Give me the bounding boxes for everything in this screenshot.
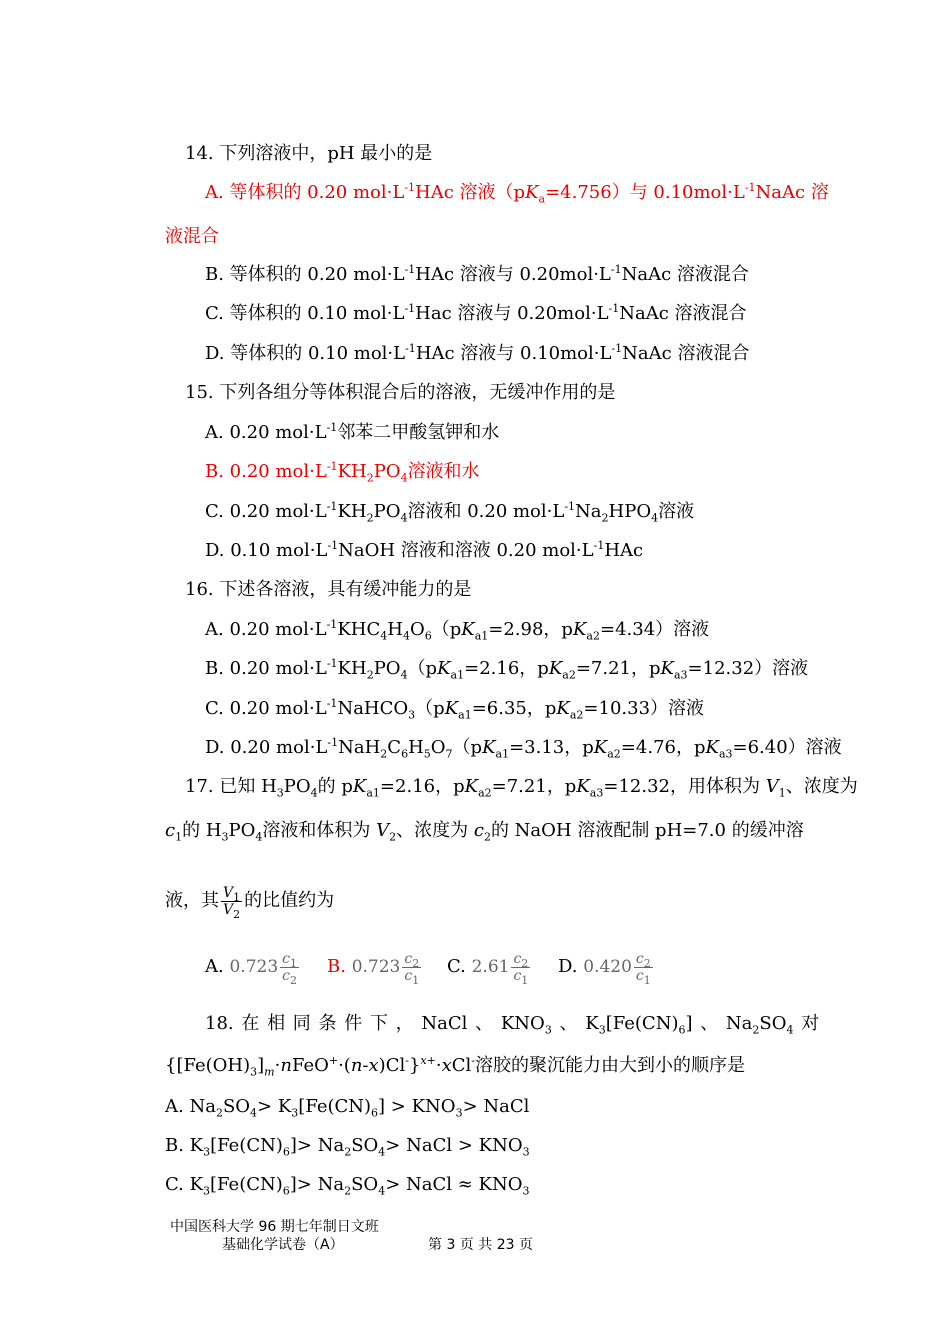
q14-option-a: A. 等体积的 0.20 $mol\cdot L^{-1}HAc$ 溶液$(pK_a=4.756)$与 $0.10mol\cdot L^{-1}NaAc$ 溶: [205, 181, 829, 206]
footer-school: 中国医科大学 96 期七年制日文班: [170, 1219, 379, 1235]
q14-option-a-cont: 液混合: [165, 226, 219, 247]
q18-line1: 18. 在 相 同 条 件 下 ， NaCl 、 $KNO_3$ 、 $K_3[Fe(CN)_6]$ 、 $Na_2SO_4$ 对: [205, 1013, 820, 1037]
q17-option-d: D. 0.420 $\frac{c_2}{c_1}$: [558, 950, 651, 987]
footer-exam-title: 基础化学试卷（A）: [222, 1237, 344, 1253]
q15-option-c: C. 0.20 $mol\cdot L^{-1}KH_2PO_4$溶液和 0.20 $mol\cdot L^{-1}Na_2HPO_4$溶液: [205, 500, 695, 525]
q16-option-a: A. 0.20 $mol\cdot L^{-1}KHC_4H_4O_6(pK_{a1}=2.98$，$pK_{a2}=4.34$）溶液: [205, 618, 710, 643]
q18-option-b: B. $K_3[Fe(CN)_6]> Na_2SO_4>$ NaCl > $KNO_3$: [165, 1135, 530, 1159]
q15-option-a: A. 0.20 $mol\cdot L^{-1}$邻苯二甲酸氢钾和水: [205, 421, 500, 443]
q17-line3: 液，其 $\frac{V_1}{V_2}$ 的比值约为: [165, 884, 335, 921]
q16-option-d: D. 0.20 $mol\cdot L^{-1}NaH_2C_6H_5O_7(pK_{a1}=3.13$，$pK_{a2}=4.76$，$pK_{a3}=6.40$）溶液: [205, 736, 842, 761]
footer-page-number: 第 3 页 共 23 页: [428, 1237, 533, 1253]
q17-line2: $c_1$的 $H_3PO_4$溶液和体积为 $V_2$、浓度为 $c_2$的 NaOH 溶液配制 pH=7.0 的缓冲溶: [165, 820, 804, 844]
q18-option-c: C. $K_3[Fe(CN)_6]> Na_2SO_4>$ NaCl ≈ $KNO_3$: [165, 1174, 530, 1198]
q14-option-d: D. 等体积的 0.10 $mol\cdot L^{-1}HAc$ 溶液与 $0.10mol\cdot L^{-1}NaAc$ 溶液混合: [205, 342, 750, 364]
v1-v2-fraction: $\frac{V_1}{V_2}$: [223, 884, 241, 921]
q15-option-d: D. 0.10 $mol\cdot L^{-1}NaOH$ 溶液和溶液 0.20 $mol\cdot L^{-1}HAc$: [205, 539, 644, 561]
q14-option-b: B. 等体积的 0.20 $mol\cdot L^{-1}HAc$ 溶液与 $0.20mol\cdot L^{-1}NaAc$ 溶液混合: [205, 263, 749, 285]
q15-option-b: B. 0.20 $mol\cdot L^{-1}KH_2PO_4$溶液和水: [205, 460, 480, 485]
q18-option-a: A. $Na_2SO_4> K_3[Fe(CN)_6] > KNO_3>$ NaCl: [165, 1096, 530, 1120]
q17-option-b: B. 0.723 $\frac{c_2}{c_1}$: [327, 950, 420, 987]
q18-line2: $\{[Fe(OH)_3]_m\cdot nFeO^+\cdot(n-x)Cl^-\}^{x+}\cdot xCl^-$溶胶的聚沉能力由大到小的顺序是: [165, 1054, 745, 1079]
q16-option-b: B. 0.20 $mol\cdot L^{-1}KH_2PO_4(pK_{a1}=2.16$，$pK_{a2}=7.21$，$pK_{a3}=12.32$）溶液: [205, 657, 809, 682]
q17-option-a: A. 0.723 $\frac{c_1}{c_2}$: [205, 950, 297, 987]
q16-option-c: C. 0.20 $mol\cdot L^{-1}NaHCO_3(pK_{a1}=6.35$，$pK_{a2}=10.33$）溶液: [205, 697, 705, 722]
q14-option-c: C. 等体积的 0.10 $mol\cdot L^{-1}Hac$ 溶液与 $0.20mol\cdot L^{-1}NaAc$ 溶液混合: [205, 302, 747, 324]
q17-line1: 17. 已知 $H_3PO_4$的 $pK_{a1}=2.16$，$pK_{a2}=7.21$，$pK_{a3}=12.32$，用体积为 $V_1$、浓度为: [185, 776, 858, 800]
q16-stem: 16. 下述各溶液，具有缓冲能力的是: [185, 579, 472, 600]
q14-stem: 14. 下列溶液中，pH 最小的是: [185, 143, 433, 164]
q17-option-c: C. 2.61 $\frac{c_2}{c_1}$: [447, 950, 529, 987]
q15-stem: 15. 下列各组分等体积混合后的溶液，无缓冲作用的是: [185, 382, 616, 403]
